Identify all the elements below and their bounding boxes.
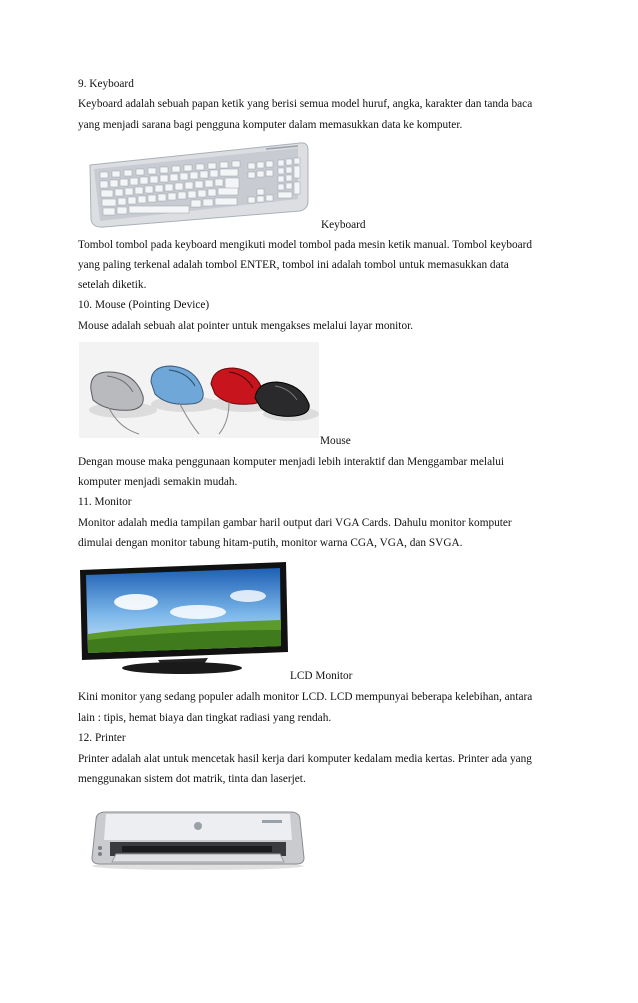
caption-keyboard: Keyboard (321, 219, 366, 231)
paragraph-line: Kini monitor yang sedang populer adalh monitor LCD. LCD mempunyai beberapa kelebihan, antara (78, 691, 533, 703)
paragraph-line: Tombol tombol pada keyboard mengikuti model tombol pada mesin ketik manual. Tombol keyboard (78, 239, 533, 251)
paragraph-line: Dengan mouse maka penggunaan komputer menjadi lebih interaktif dan Menggambar melalui (78, 456, 505, 468)
caption-lcd-monitor: LCD Monitor (290, 670, 353, 682)
paragraph-line: Printer adalah alat untuk mencetak hasil kerja dari komputer kedalam media kertas. Printer ada yang (78, 753, 532, 765)
paragraph-line: menggunakan sistem dot matrik, tinta dan laserjet. (78, 773, 306, 785)
heading-mouse: 10. Mouse (Pointing Device) (78, 299, 210, 311)
lcd-monitor-image (78, 560, 290, 676)
paragraph-line: yang menjadi sarana bagi pengguna komputer dalam memasukkan data ke komputer. (78, 119, 463, 131)
heading-monitor: 11. Monitor (78, 496, 132, 508)
caption-mouse: Mouse (320, 435, 351, 447)
heading-printer: 12. Printer (78, 732, 126, 744)
keyboard-image (86, 139, 312, 231)
paragraph-line: komputer menjadi semakin mudah. (78, 476, 238, 488)
heading-keyboard: 9. Keyboard (78, 78, 134, 90)
paragraph-line: lain : tipis, hemat biaya dan tingkat radiasi yang rendah. (78, 712, 332, 724)
paragraph-line: Keyboard adalah sebuah papan ketik yang berisi semua model huruf, angka, karakter dan tanda baca (78, 98, 533, 110)
paragraph-line: Monitor adalah media tampilan gambar haril output dari VGA Cards. Dahulu monitor komputer (78, 517, 512, 529)
printer-image (86, 808, 310, 870)
paragraph-line: dimulai dengan monitor tabung hitam-putih, monitor warna CGA, VGA, dan SVGA. (78, 537, 463, 549)
paragraph-line: yang paling terkenal adalah tombol ENTER, tombol ini adalah tombol untuk memasukkan data (78, 259, 509, 271)
paragraph-line: setelah diketik. (78, 279, 147, 291)
mouse-image (79, 342, 319, 438)
paragraph-line: Mouse adalah sebuah alat pointer untuk mengakses melalui layar monitor. (78, 320, 414, 332)
